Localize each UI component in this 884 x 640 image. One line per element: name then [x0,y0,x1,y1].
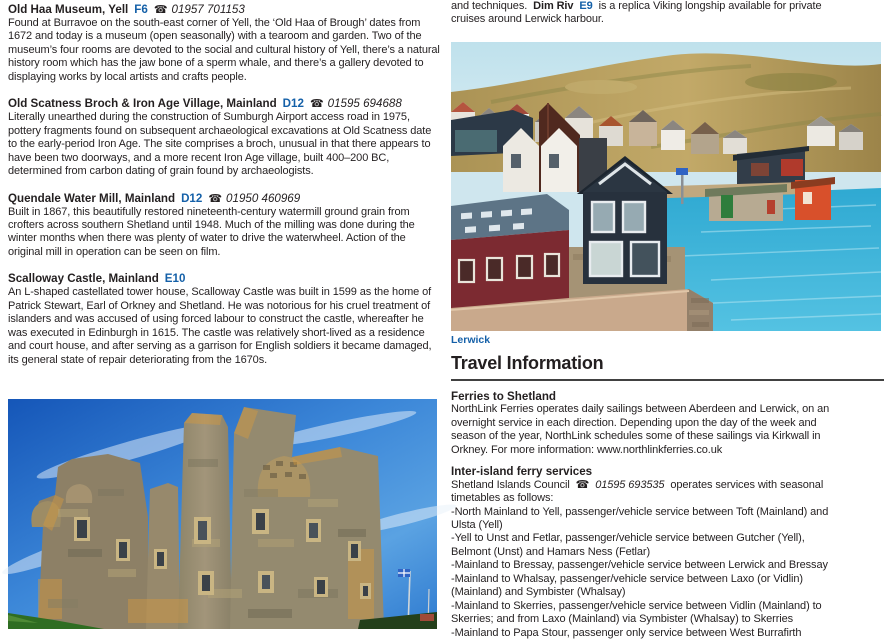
entry-heading [8,97,441,111]
entry-title: Old Scatness Broch & Iron Age Village, Mainland [8,97,277,111]
entry-heading [8,272,441,286]
entry-heading [8,192,441,206]
travel-information-heading: Travel Information [451,353,884,381]
phone-number: 01595 693535 [595,478,665,491]
entry-title: Quendale Water Mill, Mainland [8,191,176,205]
text-line: -Yell to Unst and Fetlar, passenger/vehicle service between Gutcher (Yell), [451,532,805,545]
text-segment: operates services with seasonal [670,478,824,491]
text-line: -North Mainland to Yell, passenger/vehicle service between Toft (Mainland) and [451,505,829,518]
text-line: timetables as follows: [451,492,554,505]
phone-number: 01957 701153 [171,3,245,16]
intro-line-2: cruises around Lerwick harbour. [451,13,604,26]
entry-description: Found at Burravoe on the south-east corner of Yell, the ‘Old Haa of Brough’ dates from 1672 and today is a museum (open seasonally) with a tearoom and garden. Two of the museum’s four rooms are devoted to the social and cultural history of Yell, there’s a natural history room which has the jaw bone of a sperm whale, and there’s a gallery devoted to displaying works by local artists and crafts people. [8,17,440,83]
entry-old-haa-museum [8,3,441,84]
inter-island-paragraph [451,479,884,640]
text-line: -Mainland to Skerries, passenger/vehicle service between Vidlin (Mainland) to [451,599,822,612]
inter-island-ferry-heading: Inter-island ferry services [451,465,593,479]
map-grid-ref: D12 [282,97,304,111]
lerwick-photo [451,42,881,331]
phone-number: 01595 694688 [327,97,402,111]
map-grid-ref: E10 [164,272,186,286]
telephone-icon: ☎ [153,4,168,16]
ferries-paragraph [451,403,884,457]
entry-description: Built in 1867, this beautifully restored nineteenth-century watermill ground grain from crofters across southern Shetland until 1948. Much of the milling was done during the winter months when there was plenty of water to drive the waterwheel. Action of the original mill in operation can be seen on film. [8,205,415,258]
text-line: Skerries; and from Laxo (Mainland) via Symbister (Whalsay) to Skerries [451,613,794,626]
text-line: season of the year, NorthLink schedules some of these sailings via Kirkwall in [451,430,821,443]
phone-number: 01950 460969 [226,191,301,205]
boat-name: Dim Riv [533,0,574,12]
map-grid-ref: E9 [579,0,593,12]
text-line: -Mainland to Whalsay, passenger/vehicle service between Laxo (or Vidlin) [451,572,803,585]
entry-old-scatness-broch [8,97,441,178]
attractions-column [8,3,441,380]
entry-title: Old Haa Museum, Yell [8,3,129,16]
text-line [451,479,884,492]
website-line: Orkney. For more information: www.northlinkferries.co.uk [451,443,723,456]
castle-scene [8,399,437,629]
text-line: overnight service in each direction. Depending upon the day of the week and [451,416,817,429]
map-grid-ref: D12 [181,191,203,205]
telephone-icon: ☎ [575,478,590,491]
ferries-to-shetland-heading: Ferries to Shetland [451,389,557,403]
text-line: Ulsta (Yell) [451,518,503,531]
text-line: -Mainland to Bressay, passenger/vehicle service between Lerwick and Bressay [451,559,828,572]
travel-column [451,0,884,640]
telephone-icon: ☎ [208,192,223,205]
intro-text: is a replica Viking longship available for private [598,0,822,12]
entry-quendale-water-mill [8,192,441,260]
text-line: Belmont (Unst) and Hamars Ness (Fetlar) [451,545,651,558]
scalloway-castle-photo [8,399,437,629]
text-line: -Mainland to Papa Stour, passenger only service between West Burrafirth [451,626,802,639]
entry-scalloway-castle [8,272,441,367]
text-line: (Mainland) and Symbister (Whalsay) [451,586,626,599]
intro-text: and techniques. [451,0,528,12]
intro-line-1 [451,0,884,13]
lerwick-harbour-scene [451,42,881,331]
telephone-icon: ☎ [309,98,324,111]
entry-description: An L-shaped castellated tower house, Scalloway Castle was built in 1599 as the home of Patrick Stewart, Earl of Orkney and Shetland. He was notorious for his cruel treatment of islanders and was accused of using forced labour to construct the castle, whereafter he was executed in Edinburgh in 1615. The castle was relatively short-lived as a residence and court house, and after serving as a garrison for English soldiers it became damaged, its general state of repair deteriorating from the 1670s. [8,286,432,366]
text-segment: Shetland Islands Council [451,478,570,491]
entry-description: Literally unearthed during the construction of Sumburgh Airport access road in 1975, pottery fragments found on subsequent archaeological excavations at Old Scatness date to the early-period Iron Age. The site comprises a broch, unusual in that there appears to have been two doorways, and a more recent Iron Age village, built 400–200 BC, determined from carbon dating of grain found by archaeologists. [8,111,432,178]
entry-title: Scalloway Castle, Mainland [8,272,159,286]
text-line: NorthLink Ferries operates daily sailings between Aberdeen and Lerwick, on an [451,403,830,416]
photo-caption: Lerwick [451,333,491,346]
entry-heading [8,3,441,17]
map-grid-ref: F6 [134,3,148,16]
